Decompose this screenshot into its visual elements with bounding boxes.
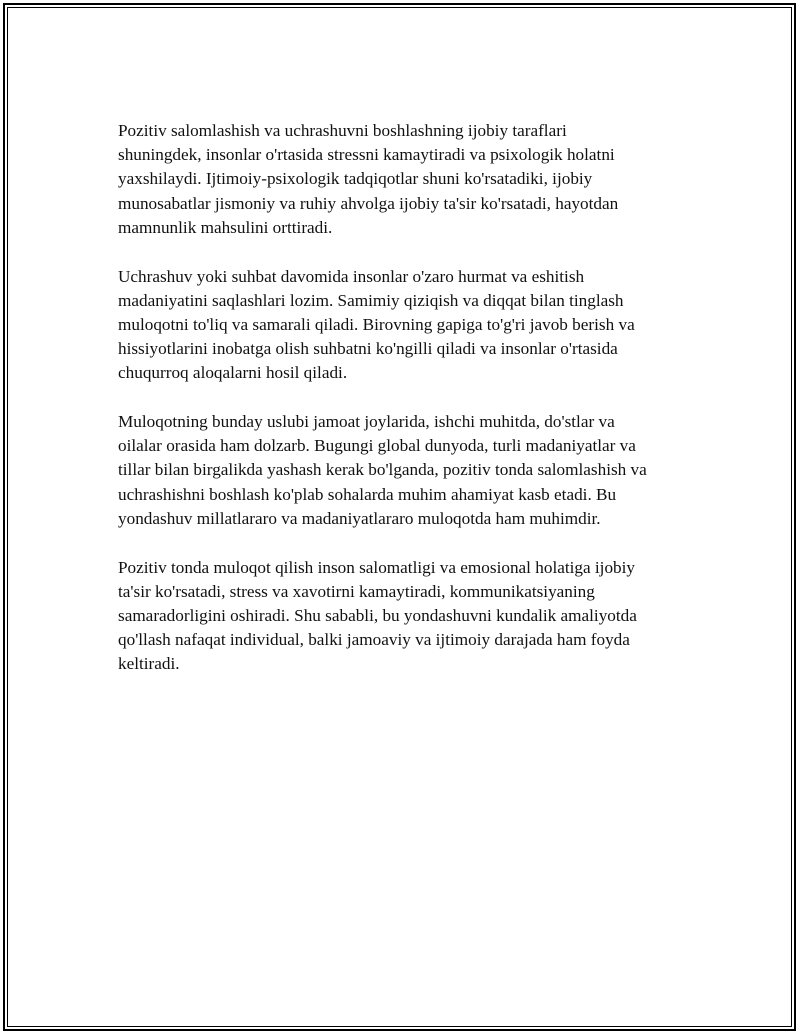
paragraph-4: Pozitiv tonda muloqot qilish inson salomatligi va emosional holatiga ijobiy ta'sir ko'rsatadi, stress va xavotirni kamaytiradi, kommunikatsiyaning samaradorligini oshiradi. Shu sababli, bu yondashuvni kundalik amaliyotda qo'llash nafaqat individual, balki jamoaviy va ijtimoiy darajada ham foyda keltiradi. [118,557,637,674]
page-border [3,3,796,1031]
paragraph-2: Uchrashuv yoki suhbat davomida insonlar o'zaro hurmat va eshitish madaniyatini saqlashlari lozim. Samimiy qiziqish va diqqat bilan tinglash muloqotni to'liq va samarali qiladi. Birovning gapiga to'g'ri javob berish va hissiyotlarini inobatga olish suhbatni ko'ngilli qiladi va insonlar o'rtasida chuqurroq aloqalarni hosil qiladi. [118,266,635,383]
paragraph-3: Muloqotning bunday uslubi jamoat joylarida, ishchi muhitda, do'stlar va oilalar orasida ham dolzarb. Bugungi global dunyoda, turli madaniyatlar va tillar bilan birgalikda yashash kerak bo'lganda, pozitiv tonda salomlashish va uchrashishni boshlash ko'plab sohalarda muhim ahamiyat kasb etadi. Bu yondashuv millatlararo va madaniyatlararo muloqotda ham muhimdir. [118,412,647,528]
document-body [118,119,678,701]
paragraph-1: Pozitiv salomlashish va uchrashuvni boshlashning ijobiy taraflari shuningdek, insonlar o'rtasida stressni kamaytiradi va psixologik holatni yaxshilaydi. Ijtimoiy-psixologik tadqiqotlar shuni ko'rsatadiki, ijobiy munosabatlar jismoniy va ruhiy ahvolga ijobiy ta'sir ko'rsatadi, hayotdan mamnunlik mahsulini orttiradi. [118,121,619,237]
